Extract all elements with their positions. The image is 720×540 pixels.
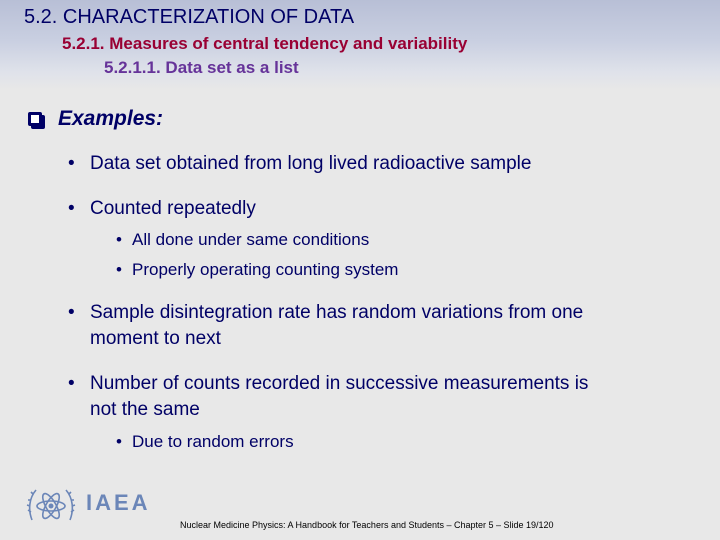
slide-subtitle: 5.2.1. Measures of central tendency and variability: [62, 34, 468, 53]
checkbox-bullet-icon: [28, 112, 42, 126]
sub-bullet-text: All done under same conditions: [132, 230, 370, 249]
iaea-emblem-icon: [26, 482, 76, 530]
bullet-dot-icon: •: [68, 302, 75, 323]
section-title: Examples:: [58, 107, 164, 130]
bullet-text: Number of counts recorded in successive measurements is: [90, 373, 589, 394]
slide-title: 5.2. CHARACTERIZATION OF DATA: [24, 6, 355, 28]
bullet-text: Counted repeatedly: [90, 198, 256, 219]
bullet-dot-icon: •: [68, 198, 75, 219]
sub-bullet-dot-icon: •: [116, 260, 122, 279]
slide-footer: Nuclear Medicine Physics: A Handbook for Teachers and Students – Chapter 5 – Slide 19/120: [180, 520, 554, 530]
section-heading: [28, 106, 163, 132]
bullet-text: Sample disintegration rate has random variations from one: [90, 302, 584, 323]
bullet-text-continuation: moment to next: [90, 328, 221, 349]
sub-bullet-text: Properly operating counting system: [132, 260, 399, 279]
bullet-text: Data set obtained from long lived radioactive sample: [90, 153, 532, 174]
bullet-text-continuation: not the same: [90, 399, 200, 420]
bullet-dot-icon: •: [68, 153, 75, 174]
sub-bullet-dot-icon: •: [116, 230, 122, 249]
iaea-logo-text: IAEA: [86, 490, 151, 515]
sub-bullet-text: Due to random errors: [132, 432, 294, 451]
title-banner: [0, 0, 720, 90]
bullet-dot-icon: •: [68, 373, 75, 394]
sub-bullet-dot-icon: •: [116, 432, 122, 451]
slide-subsubtitle: 5.2.1.1. Data set as a list: [104, 58, 299, 77]
